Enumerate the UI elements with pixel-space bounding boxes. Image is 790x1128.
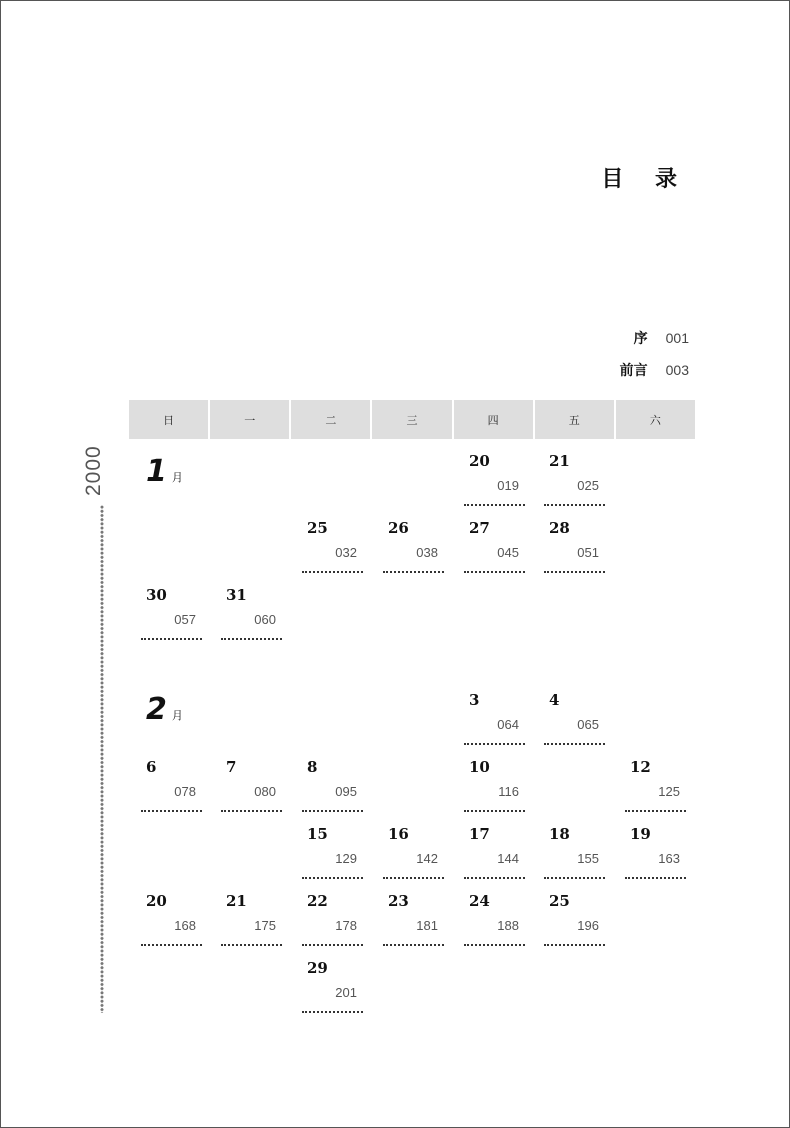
day-entry[interactable] xyxy=(221,586,282,638)
day-entry[interactable] xyxy=(383,519,444,571)
day-number: 20 xyxy=(146,892,167,910)
dotted-underline xyxy=(383,875,444,879)
month-label-january xyxy=(146,454,183,489)
day-entry[interactable] xyxy=(544,519,605,571)
month-unit: 月 xyxy=(171,471,183,484)
day-number: 10 xyxy=(469,758,490,776)
day-entry[interactable] xyxy=(302,825,363,877)
day-entry[interactable] xyxy=(383,892,444,944)
month-number: 2 xyxy=(146,692,166,727)
dotted-underline xyxy=(302,875,363,879)
day-number: 23 xyxy=(388,892,409,910)
day-number: 4 xyxy=(549,691,560,709)
day-number: 24 xyxy=(469,892,490,910)
day-entry[interactable] xyxy=(464,691,525,743)
dotted-underline xyxy=(464,569,525,573)
year-label: 2000 xyxy=(82,445,105,496)
day-page-number: 032 xyxy=(335,545,357,560)
month-number: 1 xyxy=(146,454,166,489)
day-page-number: 095 xyxy=(335,784,357,799)
day-page-number: 116 xyxy=(498,784,519,799)
weekday-tue: 二 xyxy=(291,400,370,439)
dotted-underline xyxy=(141,808,202,812)
day-number: 29 xyxy=(307,959,328,977)
day-page-number: 175 xyxy=(254,918,276,933)
day-number: 8 xyxy=(307,758,318,776)
day-entry[interactable] xyxy=(464,892,525,944)
day-page-number: 057 xyxy=(174,612,196,627)
day-entry[interactable] xyxy=(464,519,525,571)
dotted-underline xyxy=(544,741,605,745)
day-entry[interactable] xyxy=(221,892,282,944)
dotted-underline xyxy=(302,569,363,573)
day-page-number: 038 xyxy=(416,545,438,560)
day-entry[interactable] xyxy=(625,758,686,810)
day-number: 21 xyxy=(226,892,247,910)
dotted-underline xyxy=(141,636,202,640)
weekday-mon: 一 xyxy=(210,400,289,439)
day-page-number: 181 xyxy=(416,918,438,933)
dotted-underline xyxy=(302,1009,363,1013)
dotted-underline xyxy=(383,569,444,573)
weekday-thu: 四 xyxy=(454,400,533,439)
day-entry[interactable] xyxy=(544,452,605,504)
dotted-underline xyxy=(383,942,444,946)
day-entry[interactable] xyxy=(302,959,363,1011)
day-number: 3 xyxy=(469,691,480,709)
year-dotted-rule xyxy=(100,505,104,1013)
day-page-number: 201 xyxy=(335,985,357,1000)
day-number: 17 xyxy=(469,825,490,843)
day-entry[interactable] xyxy=(544,691,605,743)
weekday-header xyxy=(129,400,695,439)
dotted-underline xyxy=(544,875,605,879)
day-page-number: 196 xyxy=(577,918,599,933)
dotted-underline xyxy=(625,808,686,812)
day-entry[interactable] xyxy=(221,758,282,810)
day-number: 16 xyxy=(388,825,409,843)
day-entry[interactable] xyxy=(464,758,525,810)
day-entry[interactable] xyxy=(544,825,605,877)
day-page-number: 163 xyxy=(658,851,680,866)
day-page-number: 144 xyxy=(497,851,519,866)
day-page-number: 168 xyxy=(174,918,196,933)
front-matter-foreword[interactable] xyxy=(620,360,689,380)
day-page-number: 065 xyxy=(577,717,599,732)
dotted-underline xyxy=(464,502,525,506)
dotted-underline xyxy=(302,808,363,812)
day-page-number: 025 xyxy=(577,478,599,493)
day-number: 31 xyxy=(226,586,247,604)
dotted-underline xyxy=(544,569,605,573)
front-matter-page: 001 xyxy=(665,330,689,346)
dotted-underline xyxy=(464,808,525,812)
day-entry[interactable] xyxy=(625,825,686,877)
day-page-number: 064 xyxy=(497,717,519,732)
day-number: 12 xyxy=(630,758,651,776)
day-number: 21 xyxy=(549,452,570,470)
month-unit: 月 xyxy=(171,709,183,722)
day-entry[interactable] xyxy=(464,452,525,504)
month-label-february xyxy=(146,692,183,727)
day-page-number: 142 xyxy=(416,851,438,866)
page-title: 目 录 xyxy=(601,167,689,192)
day-page-number: 078 xyxy=(174,784,196,799)
day-page-number: 188 xyxy=(497,918,519,933)
day-entry[interactable] xyxy=(464,825,525,877)
weekday-sat: 六 xyxy=(616,400,695,439)
day-entry[interactable] xyxy=(302,519,363,571)
weekday-wed: 三 xyxy=(372,400,451,439)
day-number: 27 xyxy=(469,519,490,537)
day-number: 18 xyxy=(549,825,570,843)
day-page-number: 125 xyxy=(658,784,680,799)
dotted-underline xyxy=(464,942,525,946)
day-page-number: 051 xyxy=(577,545,599,560)
day-entry[interactable] xyxy=(544,892,605,944)
dotted-underline xyxy=(302,942,363,946)
front-matter-label: 序 xyxy=(633,331,648,347)
day-number: 20 xyxy=(469,452,490,470)
day-number: 26 xyxy=(388,519,409,537)
dotted-underline xyxy=(464,741,525,745)
day-number: 19 xyxy=(630,825,651,843)
day-page-number: 178 xyxy=(335,918,357,933)
dotted-underline xyxy=(141,942,202,946)
day-number: 25 xyxy=(549,892,570,910)
day-number: 7 xyxy=(226,758,237,776)
weekday-fri: 五 xyxy=(535,400,614,439)
weekday-sun: 日 xyxy=(129,400,208,439)
dotted-underline xyxy=(625,875,686,879)
day-page-number: 155 xyxy=(577,851,599,866)
day-entry[interactable] xyxy=(141,758,202,810)
dotted-underline xyxy=(544,502,605,506)
day-entry[interactable] xyxy=(302,892,363,944)
day-page-number: 080 xyxy=(254,784,276,799)
day-entry[interactable] xyxy=(141,586,202,638)
day-number: 15 xyxy=(307,825,328,843)
day-number: 22 xyxy=(307,892,328,910)
day-number: 25 xyxy=(307,519,328,537)
day-entry[interactable] xyxy=(302,758,363,810)
day-page-number: 045 xyxy=(497,545,519,560)
day-number: 28 xyxy=(549,519,570,537)
dotted-underline xyxy=(544,942,605,946)
day-number: 6 xyxy=(146,758,157,776)
day-number: 30 xyxy=(146,586,167,604)
dotted-underline xyxy=(221,636,282,640)
day-entry[interactable] xyxy=(141,892,202,944)
day-page-number: 129 xyxy=(335,851,357,866)
day-entry[interactable] xyxy=(383,825,444,877)
dotted-underline xyxy=(221,808,282,812)
dotted-underline xyxy=(221,942,282,946)
dotted-underline xyxy=(464,875,525,879)
day-page-number: 060 xyxy=(254,612,276,627)
front-matter-label: 前言 xyxy=(619,363,648,379)
front-matter-preface[interactable] xyxy=(634,328,689,348)
day-page-number: 019 xyxy=(497,478,519,493)
front-matter-page: 003 xyxy=(665,362,689,378)
